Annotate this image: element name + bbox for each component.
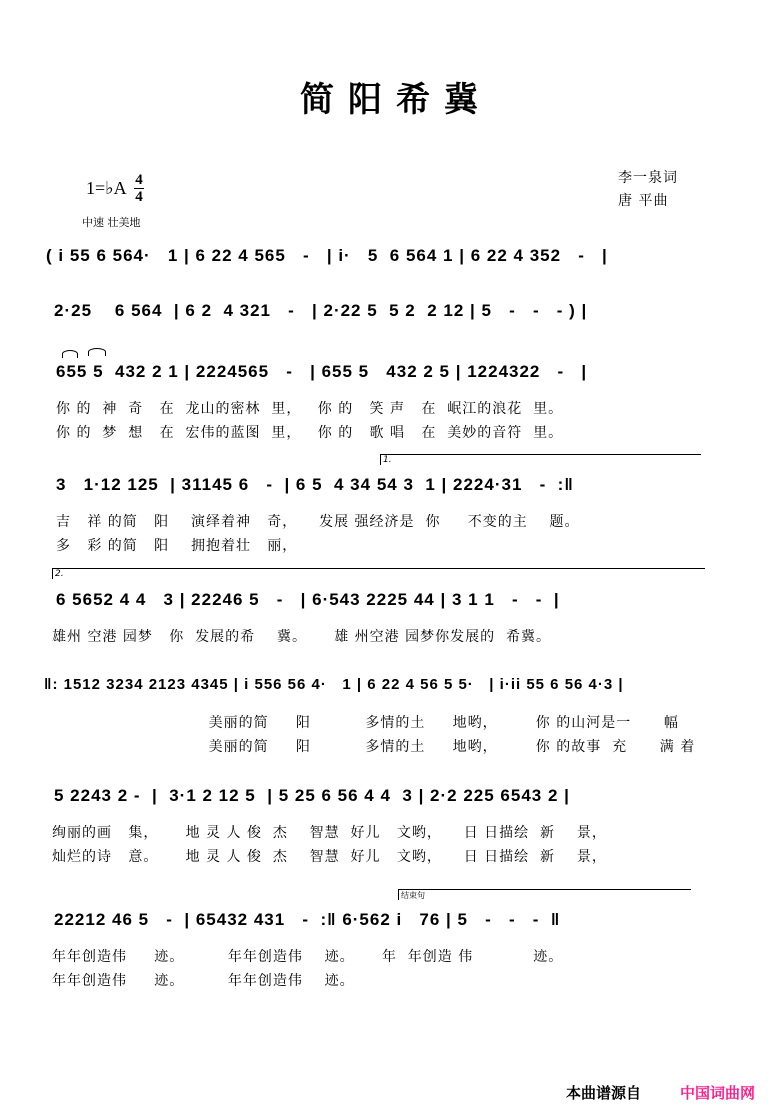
song-title: 简阳希冀 (300, 80, 492, 120)
site-name-link[interactable]: 中国词曲网 (680, 1084, 756, 1102)
tempo-marking: 中速 壮美地 (82, 216, 141, 229)
score-system-3-notes: 655 5 432 2 1 | 2224565 - | 655 5 432 2 5 | 1224322 - | (56, 362, 588, 381)
lyric-verse-1: 吉 祥 的简 阳 演绎着神 奇， 发展 强经济是 你 不变的主 题。 (56, 514, 580, 530)
key-signature: 1=♭A (86, 178, 127, 198)
score-system-2-notes: 2·25 6 564 | 6 2 4 321 - | 2·22 5 5 2 2 12 | 5 - - - ) | (54, 301, 588, 320)
lyric-verse-2: 美丽的简 阳 多情的土 地哟， 你 的故事 充 满 着 (56, 739, 696, 755)
time-signature-bottom: 4 (135, 189, 143, 205)
score-system-6-notes: ‖: 1512 3234 2123 4345 | i 556 56 4· 1 | 6 22 4 56 5 5· | i·ii 55 6 56 4·3 | (44, 676, 624, 693)
source-label: 本曲谱源自 (566, 1084, 642, 1102)
lyric-verse-1: 绚丽的画 集， 地 灵 人 俊 杰 智慧 好儿 文哟， 日 日描绘 新 景， (52, 825, 607, 841)
lyric-verse-1: 你 的 神 奇 在 龙山的密林 里， 你 的 笑 声 在 岷江的浪花 里。 (56, 401, 564, 417)
lyric-verse-2: 灿烂的诗 意。 地 灵 人 俊 杰 智慧 好儿 文哟， 日 日描绘 新 景， (52, 849, 607, 865)
lyric-verse-2: 你 的 梦 想 在 宏伟的蓝图 里， 你 的 歌 唱 在 美妙的音符 里。 (56, 425, 564, 441)
lyricist-credit: 李一泉词 (618, 170, 678, 186)
slur-mark (62, 350, 78, 358)
score-system-4-notes: 3 1·12 125 | 31145 6 - | 6 5 4 34 54 3 1 | 2224·31 - :‖ (56, 475, 574, 494)
score-system-1-notes: ( i 55 6 564· 1 | 6 22 4 565 - | i· 5 6 564 1 | 6 22 4 352 - | (46, 246, 608, 265)
volta-1-bracket: 1. (380, 454, 701, 465)
lyric-verse-2: 多 彩 的简 阳 拥抱着壮 丽， (56, 538, 298, 554)
time-signature-top: 4 (135, 172, 143, 188)
composer-credit: 唐 平曲 (618, 193, 669, 209)
lyric-verse-1: 雄州 空港 园梦 你 发展的希 冀。 雄 州空港 园梦你发展的 希冀。 (52, 629, 552, 645)
score-system-8-notes: 22212 46 5 - | 65432 431 - :‖ 6·562 i 76 | 5 - - - ‖ (54, 910, 561, 929)
time-signature (134, 172, 144, 205)
score-system-7-notes: 5 2243 2 - | 3·1 2 12 5 | 5 25 6 56 4 4 3 | 2·2 225 6543 2 | (54, 786, 570, 805)
coda-bracket: 结束句 (398, 889, 691, 900)
lyric-verse-1: 年年创造伟 迹。 年年创造伟 迹。 年 年创造 伟 迹。 (52, 949, 564, 965)
lyric-verse-2: 年年创造伟 迹。 年年创造伟 迹。 (52, 973, 355, 989)
score-system-5-notes: 6 5652 4 4 3 | 22246 5 - | 6·543 2225 44 | 3 1 1 - - | (56, 590, 560, 609)
volta-2-bracket: 2. (52, 568, 705, 579)
lyric-verse-1: 美丽的简 阳 多情的土 地哟， 你 的山河是一 幅 (56, 715, 679, 731)
slur-mark (88, 348, 106, 356)
